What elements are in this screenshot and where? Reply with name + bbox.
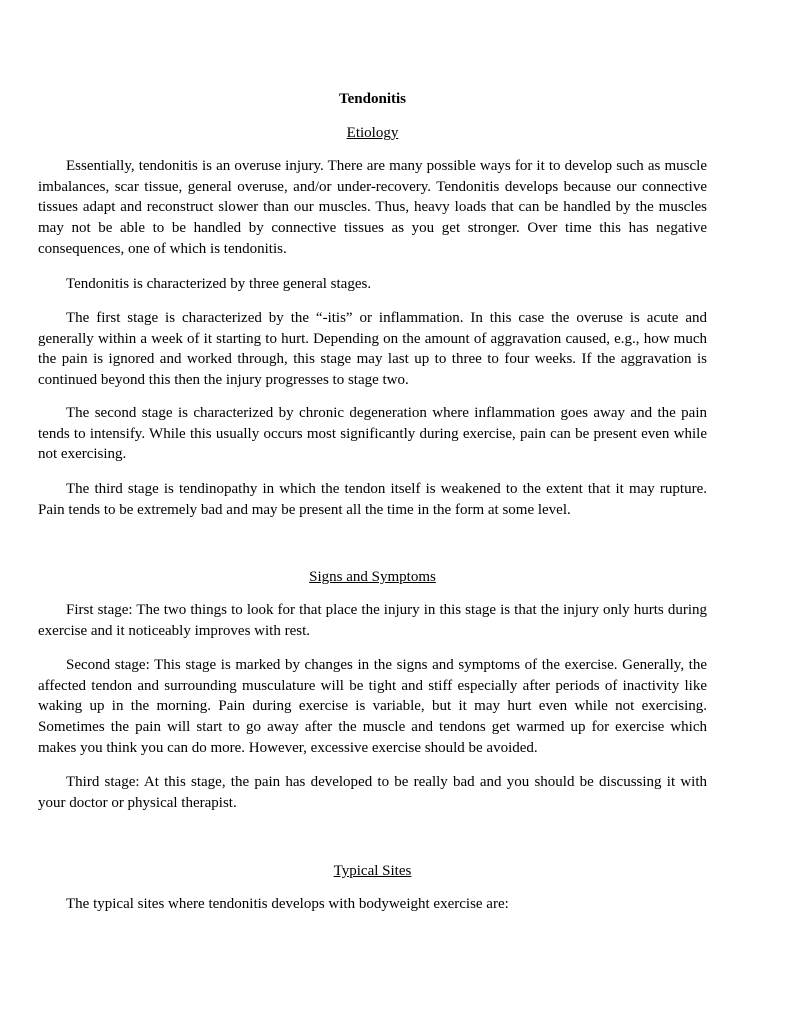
signs-paragraph-2: Second stage: This stage is marked by changes in the signs and symptoms of the exercise. Generally, the affected tendon and surrounding musculature will be tight and stiff especially after periods of inactivity like waking up in the morning. Pain during exercise is variable, but it may hurt even while not exercising. Sometimes the pain will start to go away after the muscle and tendons get warmed up for exercise which makes you think you can do more. However, excessive exercise should be avoided. (38, 657, 707, 756)
signs-paragraph-3: Third stage: At this stage, the pain has developed to be really bad and you should be discussing it with your doctor or physical therapist. (38, 774, 707, 811)
etiology-paragraph-4: The second stage is characterized by chronic degeneration where inflammation goes away and the pain tends to intensify. While this usually occurs most significantly during exercise, pain can be present even while not exercising. (38, 405, 707, 463)
etiology-paragraph-1: Essentially, tendonitis is an overuse injury. There are many possible ways for it to develop such as muscle imbalances, scar tissue, general overuse, and/or under-recovery. Tendonitis develops because our connective tissues adapt and reconstruct slower than our muscles. Thus, heavy loads that can be handled by the muscles may not be able to be handled by connective tissues as you get stronger. Over time this has negative consequences, one of which is tendonitis. (38, 158, 707, 257)
section-heading-typical-sites: Typical Sites (333, 863, 412, 879)
section-heading-etiology: Etiology (346, 125, 399, 141)
etiology-paragraph-3: The first stage is characterized by the “-itis” or inflammation. In this case the overuse is acute and generally within a week of it starting to hurt. Depending on the amount of aggravation caused, e.g., how much the pain is ignored and worked through, this stage may last up to three to four weeks. If the aggravation is continued beyond this then the injury progresses to stage two. (38, 310, 707, 389)
etiology-paragraph-2: Tendonitis is characterized by three general stages. (66, 276, 372, 292)
section-heading-signs-and-symptoms: Signs and Symptoms (309, 569, 436, 585)
document-title: Tendonitis (339, 91, 406, 107)
sites-paragraph-1: The typical sites where tendonitis develops with bodyweight exercise are: (66, 896, 509, 912)
etiology-paragraph-5: The third stage is tendinopathy in which the tendon itself is weakened to the extent that it may rupture. Pain tends to be extremely bad and may be present all the time in the form at some level. (38, 481, 707, 518)
signs-paragraph-1: First stage: The two things to look for that place the injury in this stage is that the injury only hurts during exercise and it noticeably improves with rest. (38, 602, 707, 639)
